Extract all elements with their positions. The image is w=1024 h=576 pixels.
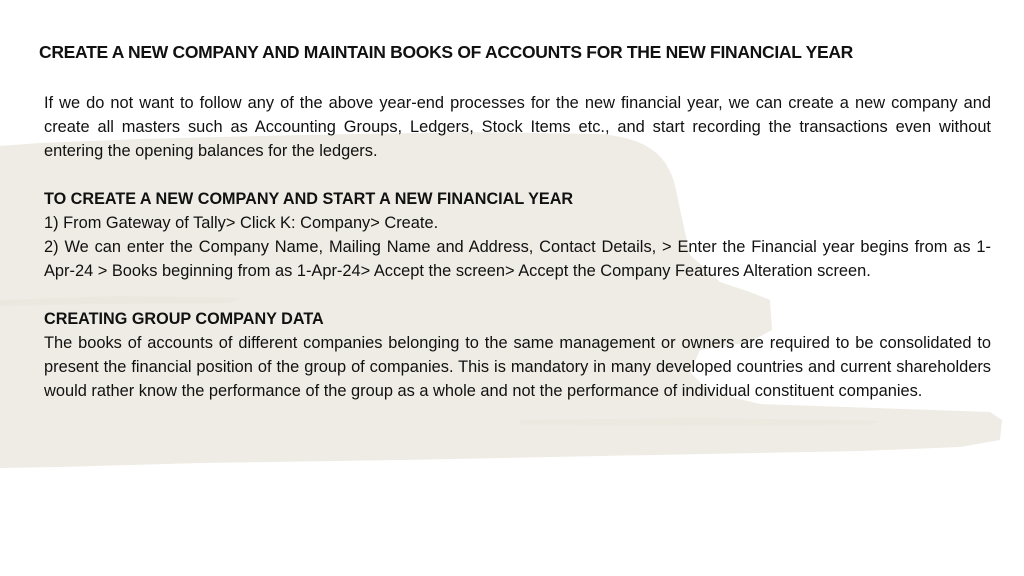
slide-body	[44, 91, 991, 403]
paragraph-spacer	[44, 163, 991, 187]
slide-title: CREATE A NEW COMPANY AND MAINTAIN BOOKS OF ACCOUNTS FOR THE NEW FINANCIAL YEAR	[39, 42, 854, 62]
step-1-text: 1) From Gateway of Tally> Click K: Company> Create.	[44, 214, 439, 232]
section-heading-new-company: TO CREATE A NEW COMPANY AND START A NEW FINANCIAL YEAR	[44, 190, 574, 208]
group-company-paragraph: The books of accounts of different companies belonging to the same management or owners are required to be consolidated to present the financial position of the group of companies. This is mandatory in many developed countries and current shareholders would rather know the performance of the group as a whole and not the performance of individual constituent companies.	[44, 334, 991, 400]
paragraph-spacer	[44, 283, 991, 307]
step-2-text: 2) We can enter the Company Name, Mailing Name and Address, Contact Details, > Enter the Financial year begins from as 1-Apr-24 > Books beginning from as 1-Apr-24> Accept the screen> Accept the Company Features Alteration screen.	[44, 238, 991, 280]
intro-paragraph: If we do not want to follow any of the above year-end processes for the new financial year, we can create a new company and create all masters such as Accounting Groups, Ledgers, Stock Items etc., and start recording the transactions even without entering the opening balances for the ledgers.	[44, 94, 991, 160]
section-heading-group-company: CREATING GROUP COMPANY DATA	[44, 310, 324, 328]
